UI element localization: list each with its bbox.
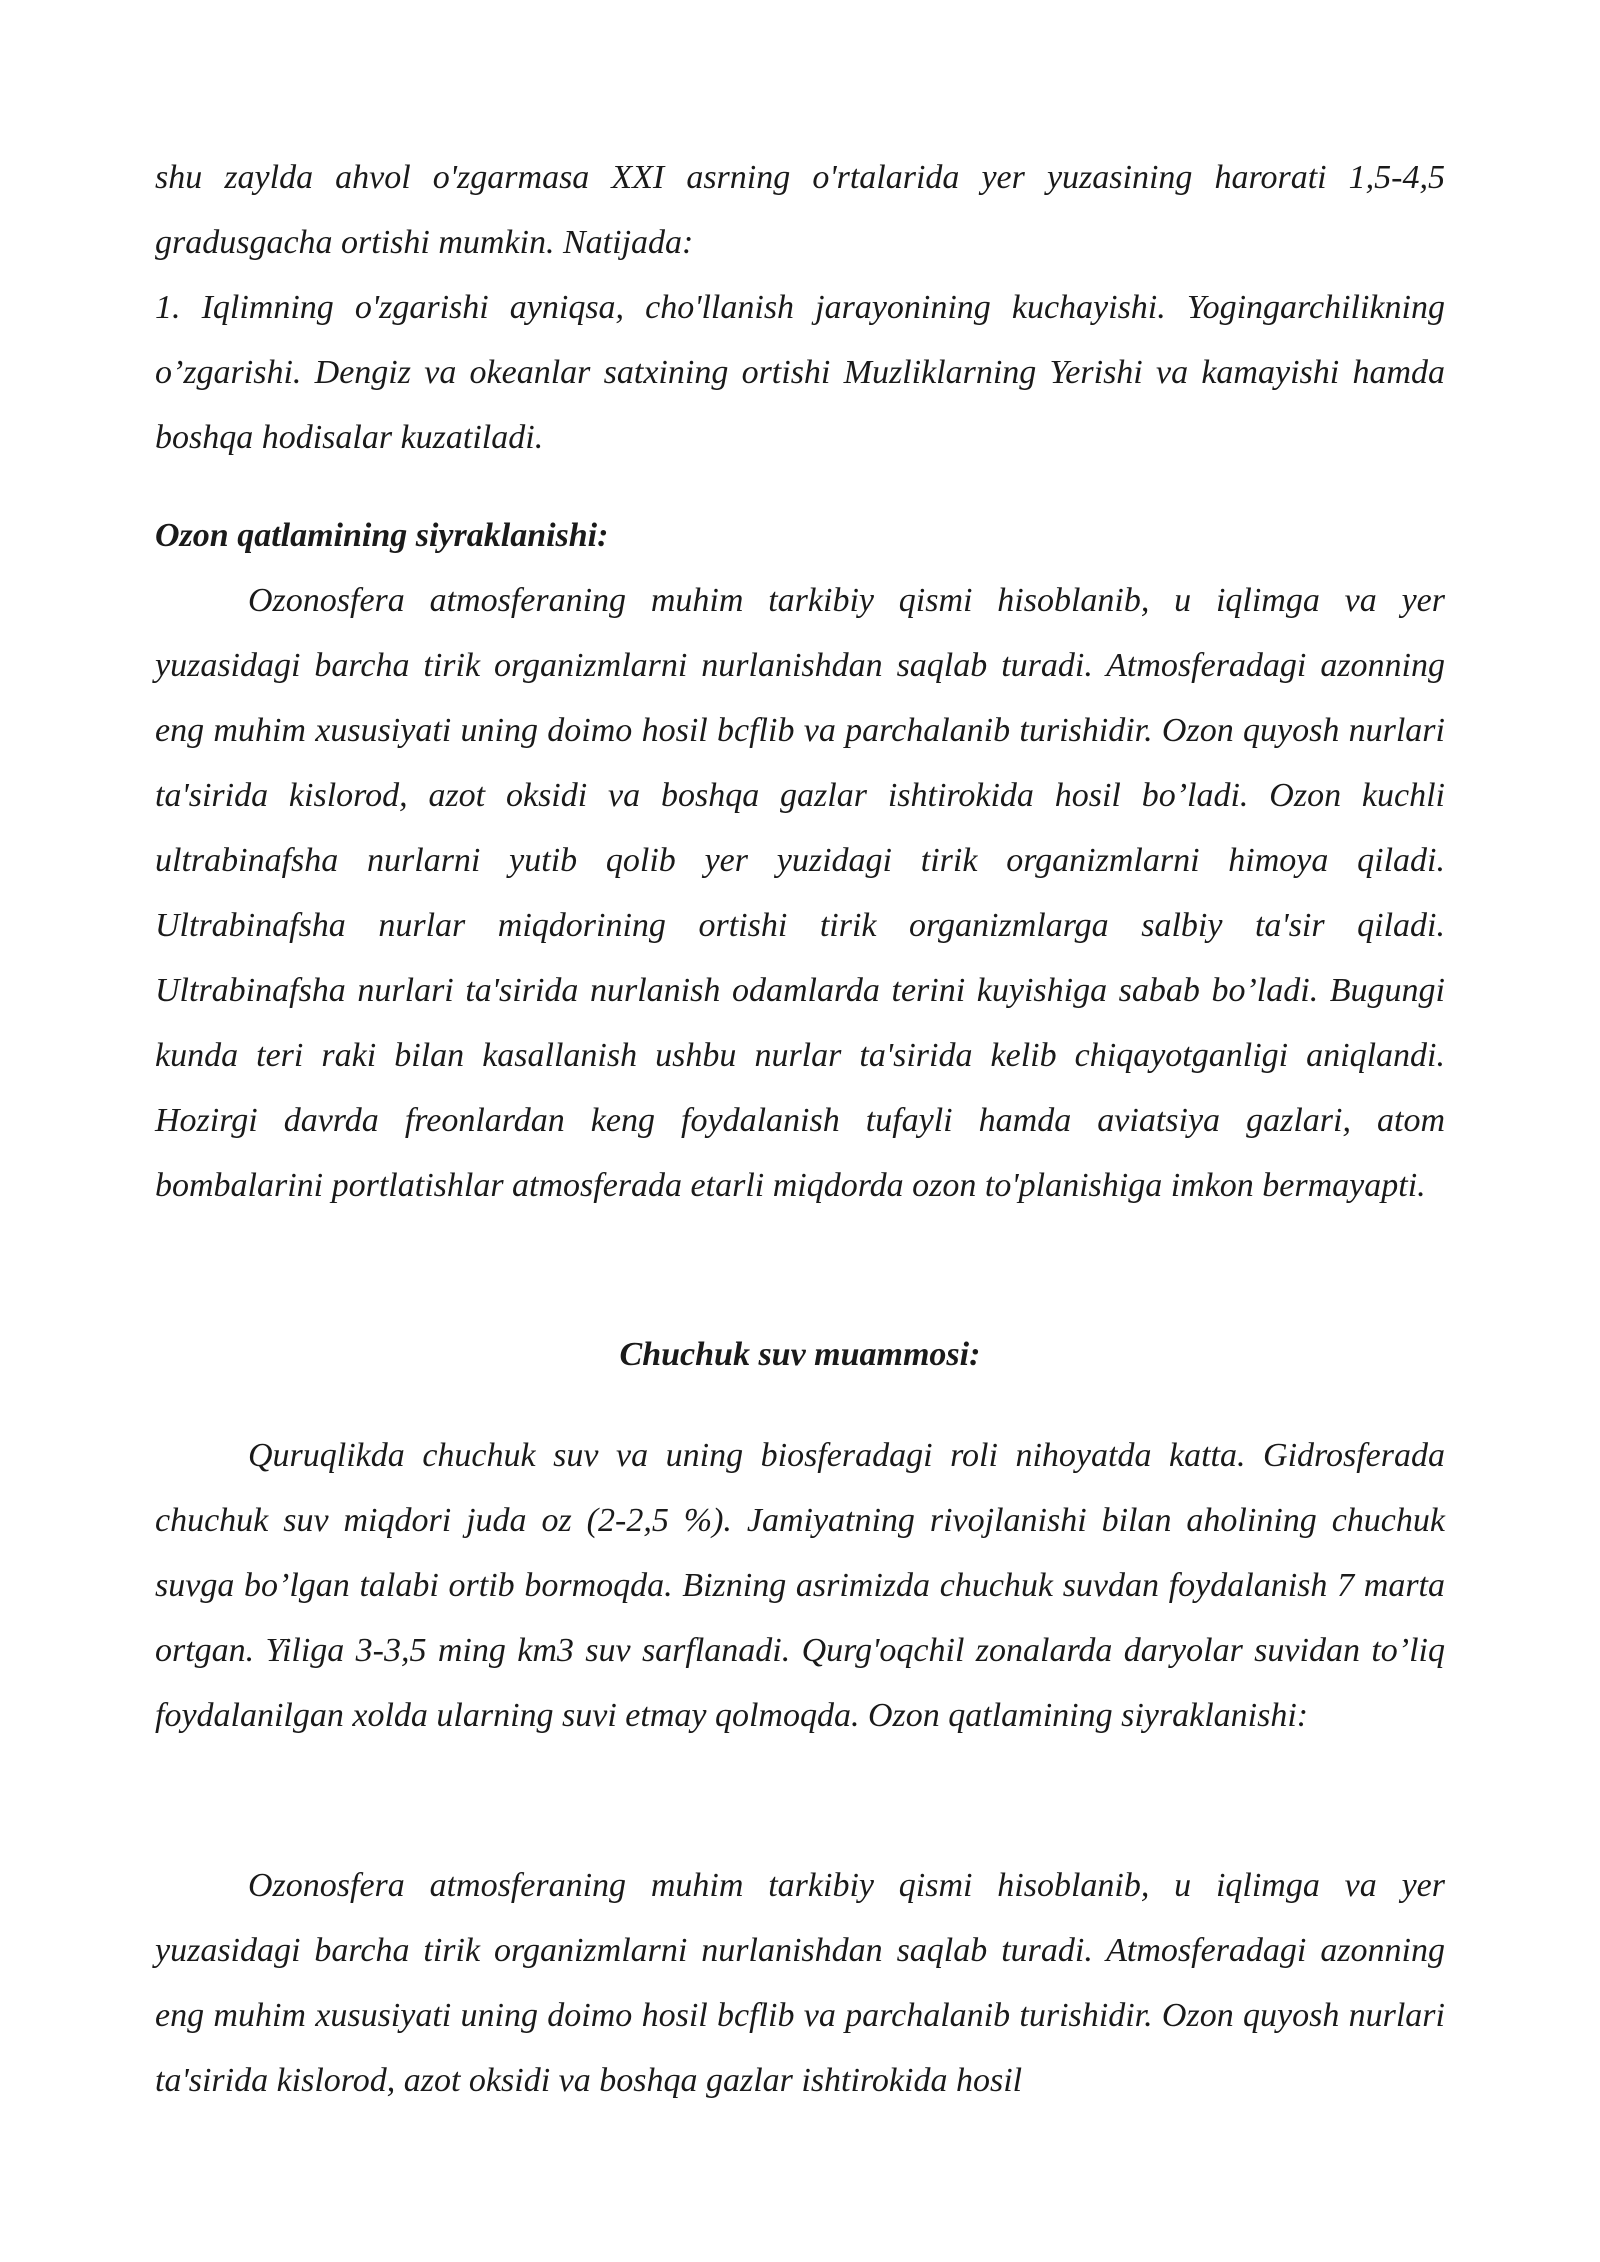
ozon-repeat-paragraph [155,1853,1445,2113]
section-heading-ozon-text: Ozon qatlamining siyraklanishi: [155,517,609,554]
section-heading-suv-text: Chuchuk suv muammosi: [619,1336,981,1373]
ozon-repeat-paragraph-text: Ozonosfera atmosferaning muhim tarkibiy qismi hisoblanib, u iqlimga va yer yuzasidagi barcha tirik organizmlarni nurlanishdan saqlab turadi. Atmosferadagi azonning eng muhim xususiyati uning doimo hosil bcflib va parchalanib turishidir. Ozon quyosh nurlari ta'sirida kislorod, azot oksidi va boshqa gazlar ishtirokida hosil [155,1867,1445,2099]
section-heading-ozon [155,503,1445,568]
intro-text: shu zaylda ahvol o'zgarmasa XXI asrning o'rtalarida yer yuzasining harorati 1,5-4,5 gradusgacha ortishi mumkin. Natijada: [155,159,1445,261]
suv-paragraph [155,1423,1445,1748]
section-heading-suv [155,1322,1445,1387]
list-item-1 [155,275,1445,470]
list-item-1-text: 1. Iqlimning o'zgarishi ayniqsa, cho'llanish jarayonining kuchayishi. Yogingarchilikning o’zgarishi. Dengiz va okeanlar satxining ortishi Muzliklarning Yerishi va kamayishi hamda boshqa hodisalar kuzatiladi. [155,289,1445,456]
ozon-paragraph-text: Ozonosfera atmosferaning muhim tarkibiy qismi hisoblanib, u iqlimga va yer yuzasidagi barcha tirik organizmlarni nurlanishdan saqlab turadi. Atmosferadagi azonning eng muhim xususiyati uning doimo hosil bcflib va parchalanib turishidir. Ozon quyosh nurlari ta'sirida kislorod, azot oksidi va boshqa gazlar ishtirokida hosil bo’ladi. Ozon kuchli ultrabinafsha nurlarni yutib qolib yer yuzidagi tirik organizmlarni himoya qiladi. Ultrabinafsha nurlar miqdorining ortishi tirik organizmlarga salbiy ta'sir qiladi. Ultrabinafsha nurlari ta'sirida nurlanish odamlarda terini kuyishiga sabab bo’ladi. Bugungi kunda teri raki bilan kasallanish ushbu nurlar ta'sirida kelib chiqayotganligi aniqlandi. Hozirgi davrda freonlardan keng foydalanish tufayli hamda aviatsiya gazlari, atom bombalarini portlatishlar atmosferada etarli miqdorda ozon to'planishiga imkon bermayapti. [155,582,1445,1204]
intro-paragraph [155,145,1445,275]
ozon-paragraph [155,568,1445,1218]
suv-paragraph-text: Quruqlikda chuchuk suv va uning biosferadagi roli nihoyatda katta. Gidrosferada chuchuk suv miqdori juda oz (2-2,5 %). Jamiyatning rivojlanishi bilan aholining chuchuk suvga bo’lgan talabi ortib bormoqda. Bizning asrimizda chuchuk suvdan foydalanish 7 marta ortgan. Yiliga 3-3,5 ming km3 suv sarflanadi. Qurg'oqchil zonalarda daryolar suvidan to’liq foydalanilgan xolda ularning suvi etmay qolmoqda. Ozon qatlamining siyraklanishi: [155,1437,1445,1734]
